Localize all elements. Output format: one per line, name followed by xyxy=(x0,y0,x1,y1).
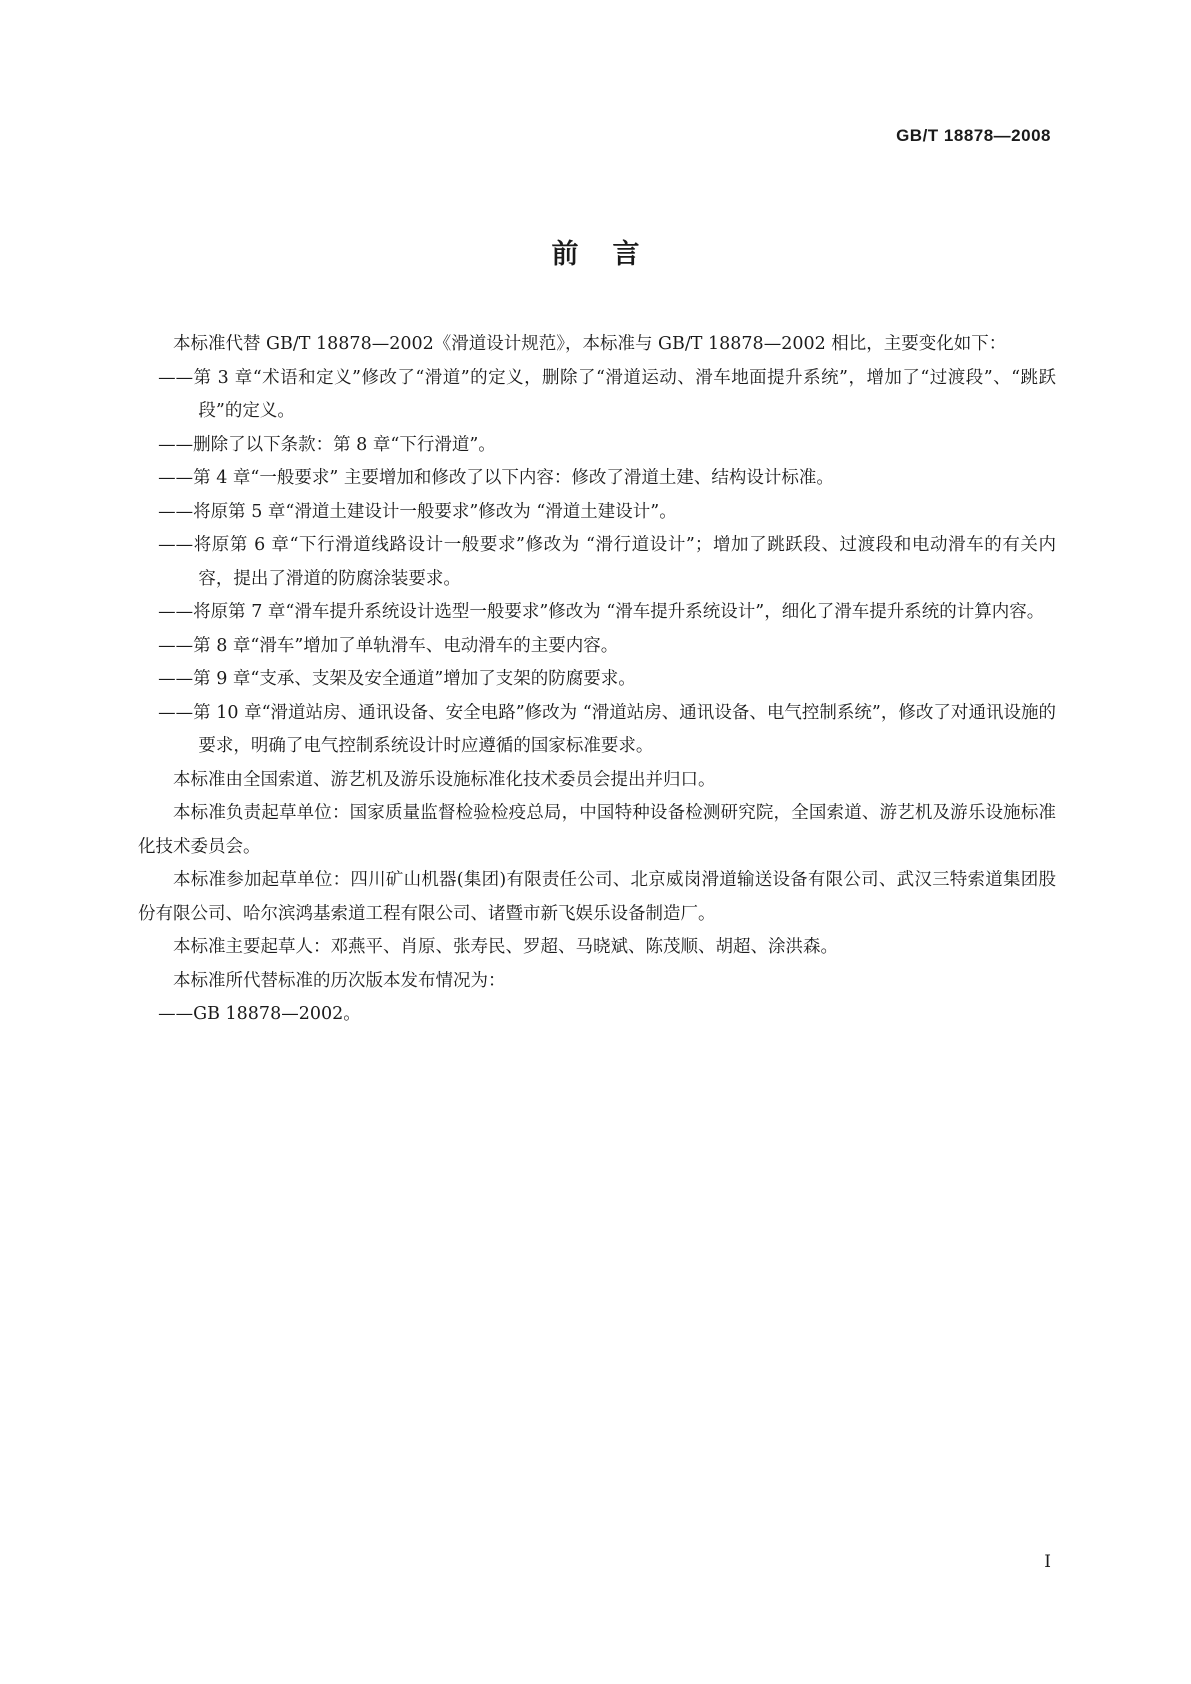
history-list xyxy=(138,998,1056,1032)
change-item: ——删除了以下条款：第 8 章“下行滑道”。 xyxy=(158,434,496,455)
change-item: ——第 10 章“滑道站房、通讯设备、安全电路”修改为 “滑道站房、通讯设备、电气控制系统”，修改了对通讯设施的要求，明确了电气控制系统设计时应遵循的国家标准要求。 xyxy=(158,702,1056,756)
change-item: ——将原第 5 章“滑道土建设计一般要求”修改为 “滑道土建设计”。 xyxy=(158,501,677,522)
change-item: ——第 9 章“支承、支架及安全通道”增加了支架的防腐要求。 xyxy=(158,669,636,689)
page-title: 前言 xyxy=(551,239,674,270)
page-number: I xyxy=(1044,1552,1051,1572)
changes-list xyxy=(138,362,1056,764)
change-item: ——第 8 章“滑车”增加了单轨滑车、电动滑车的主要内容。 xyxy=(158,635,619,656)
intro-paragraph: 本标准代替 GB/T 18878—2002《滑道设计规范》，本标准与 GB/T 18878—2002 相比，主要变化如下： xyxy=(173,334,1007,354)
foreword-body xyxy=(138,328,1056,1032)
history-intro-paragraph: 本标准所代替标准的历次版本发布情况为： xyxy=(173,970,506,991)
history-item: ——GB 18878—2002。 xyxy=(158,1004,361,1024)
document-code: GB/T 18878—2008 xyxy=(896,126,1051,145)
drafters-paragraph: 本标准主要起草人：邓燕平、肖原、张寿民、罗超、马晓斌、陈茂顺、胡超、涂洪森。 xyxy=(173,937,838,957)
change-item: ——将原第 6 章“下行滑道线路设计一般要求”修改为 “滑行道设计”；增加了跳跃段、过渡段和电动滑车的有关内容，提出了滑道的防腐涂装要求。 xyxy=(158,535,1056,589)
change-item: ——第 3 章“术语和定义”修改了“滑道”的定义，删除了“滑道运动、滑车地面提升系统”，增加了“过渡段”、“跳跃段”的定义。 xyxy=(158,367,1056,421)
participating-units-paragraph: 本标准参加起草单位：四川矿山机器(集团)有限责任公司、北京威岗滑道输送设备有限公司、武汉三特索道集团股份有限公司、哈尔滨鸿基索道工程有限公司、诸暨市新飞娱乐设备制造厂。 xyxy=(138,870,1056,924)
responsible-units-paragraph: 本标准负责起草单位：国家质量监督检验检疫总局，中国特种设备检测研究院，全国索道、游艺机及游乐设施标准化技术委员会。 xyxy=(138,803,1056,857)
change-item: ——第 4 章“一般要求” 主要增加和修改了以下内容：修改了滑道土建、结构设计标准。 xyxy=(158,468,834,488)
change-item: ——将原第 7 章“滑车提升系统设计选型一般要求”修改为 “滑车提升系统设计”，细化了滑车提升系统的计算内容。 xyxy=(158,602,1045,622)
proposer-paragraph: 本标准由全国索道、游艺机及游乐设施标准化技术委员会提出并归口。 xyxy=(173,769,716,790)
